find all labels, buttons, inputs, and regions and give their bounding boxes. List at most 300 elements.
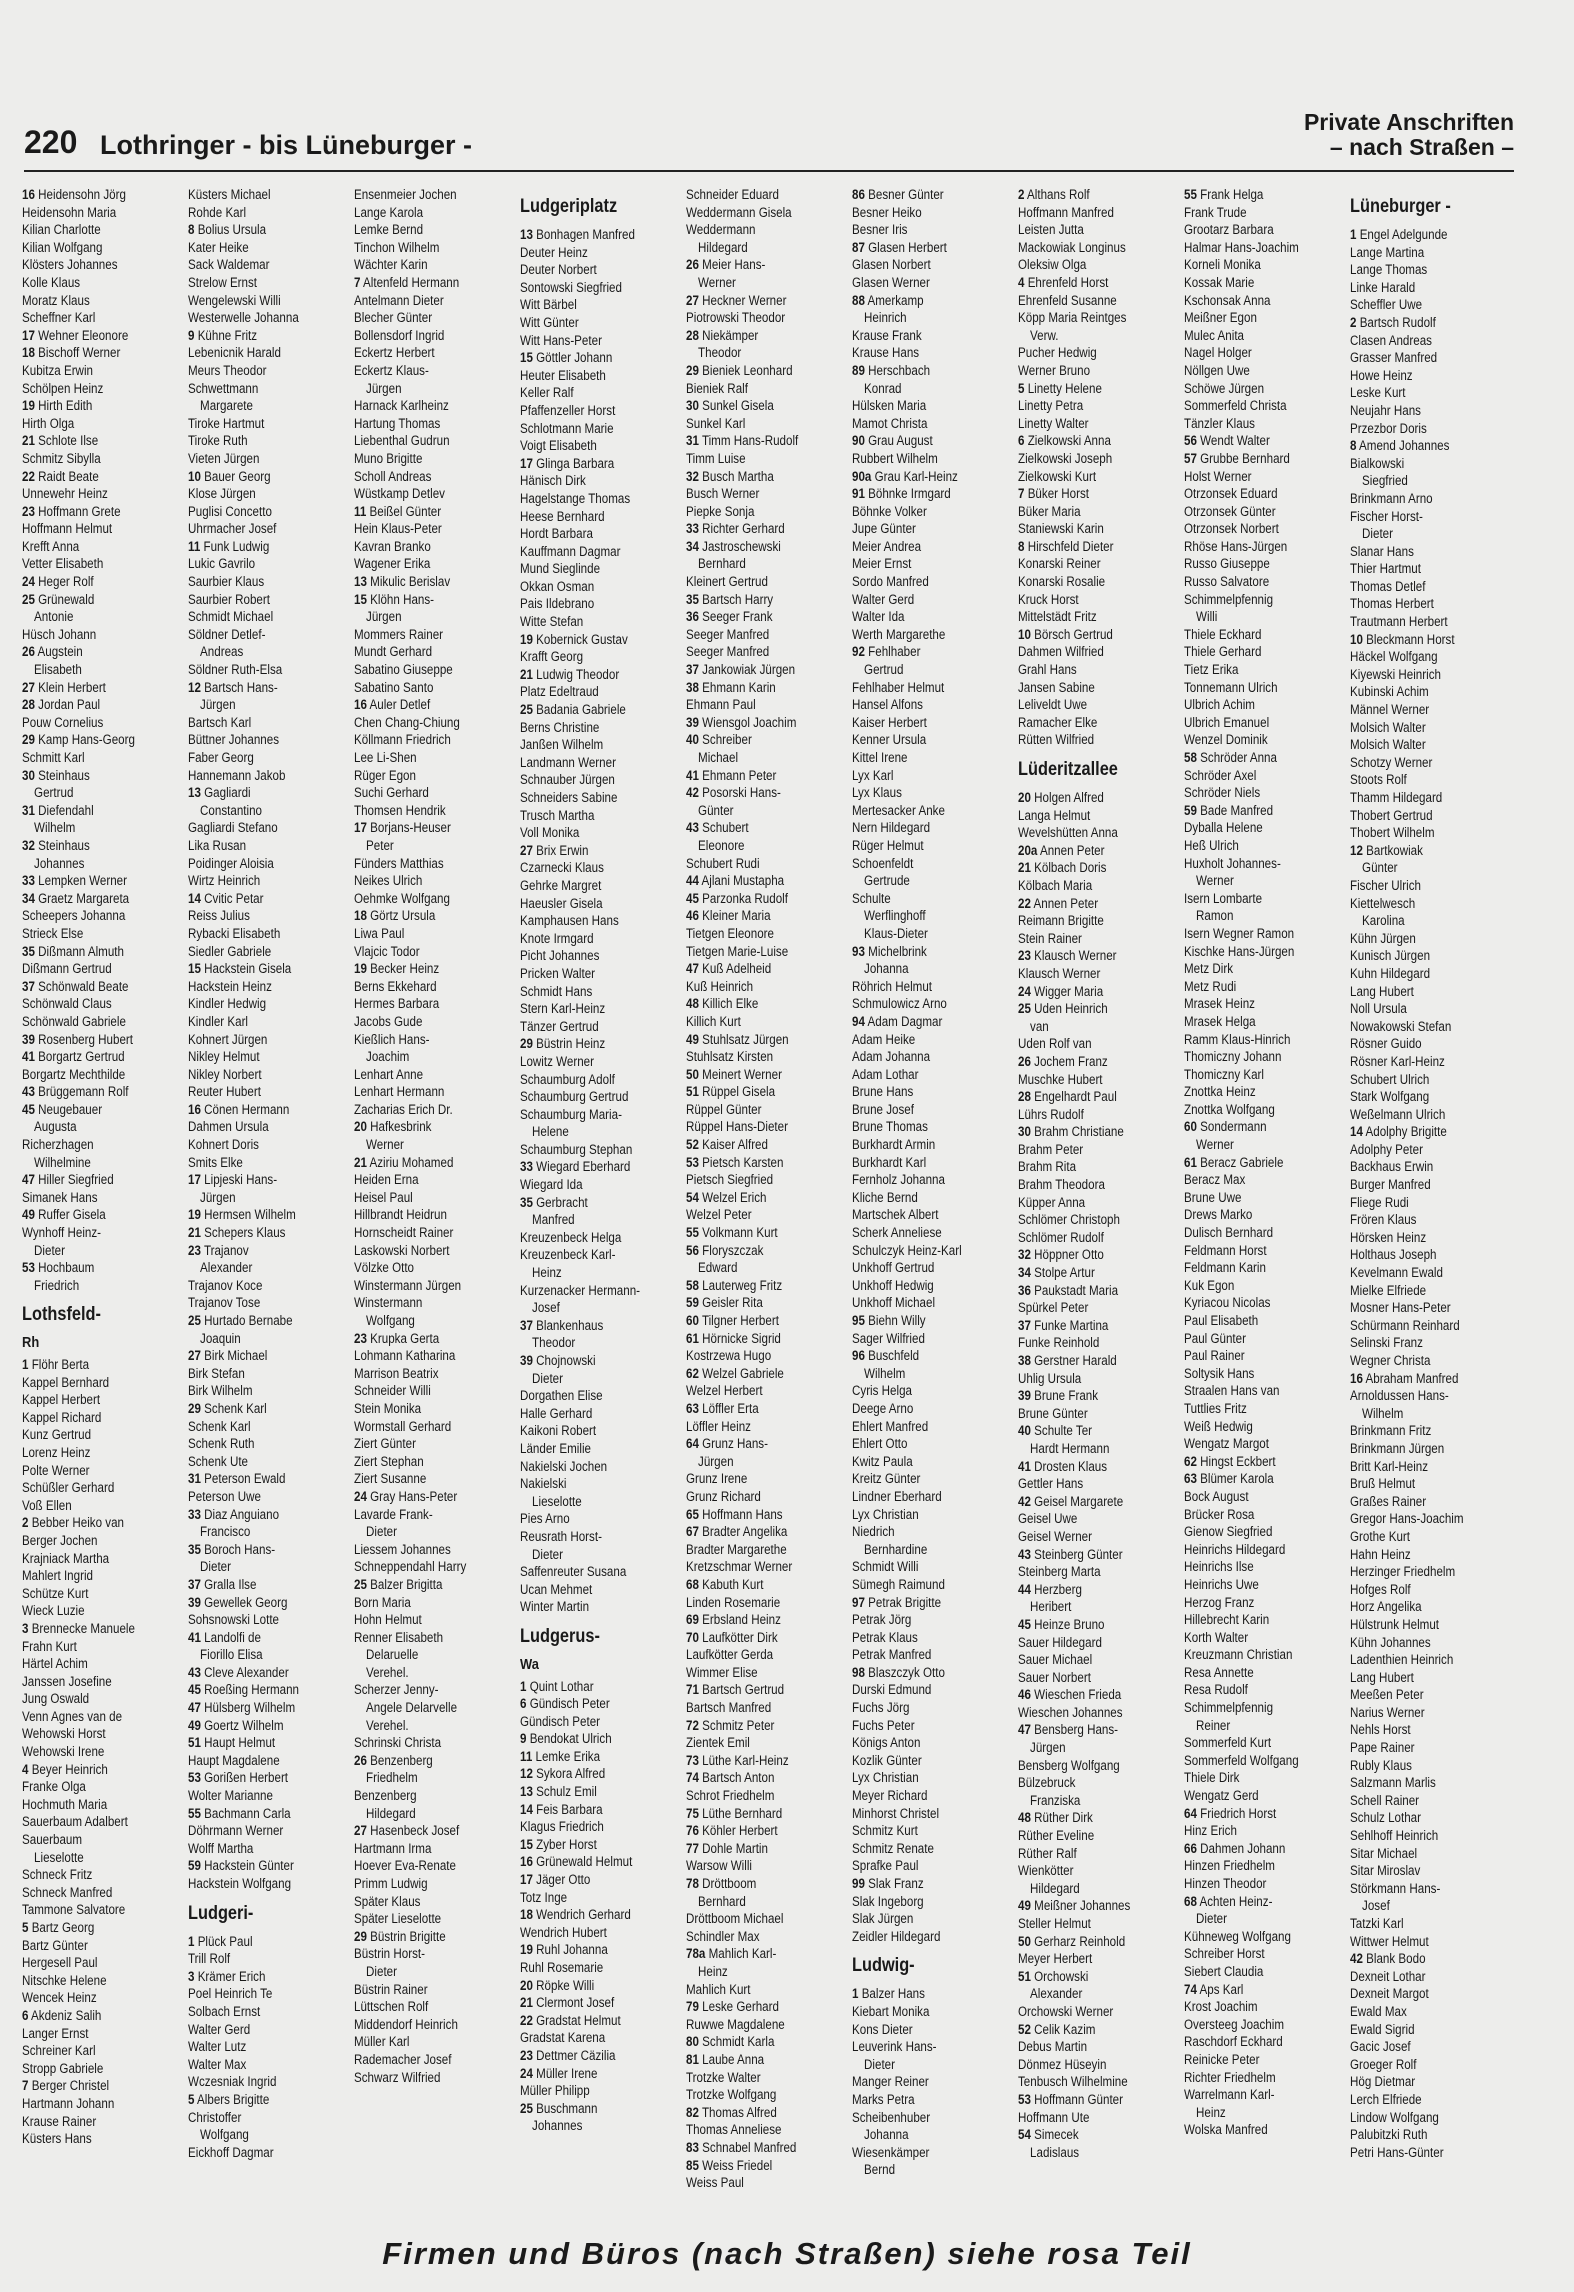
directory-entry: Vetter Elisabeth <box>22 556 104 572</box>
house-number: 22 <box>22 468 35 484</box>
directory-entry <box>686 397 822 415</box>
directory-entry: Kschonsak Anna <box>1184 292 1271 308</box>
resident-name: Thomas Alfred <box>698 2104 777 2120</box>
resident-name: Lemke Erika <box>532 1748 601 1764</box>
directory-entry: Sabatino Giuseppe <box>354 662 453 678</box>
directory-entry: Lang Hubert <box>1350 1669 1414 1685</box>
resident-name: Peterson Ewald <box>200 1471 286 1487</box>
directory-entry: Lüttschen Rolf <box>354 1999 429 2015</box>
directory-entry <box>1018 1458 1154 1476</box>
directory-entry: Antonie <box>34 609 74 625</box>
directory-entry: Killich Kurt <box>686 1013 741 1029</box>
resident-name: Lüthe Bernhard <box>698 1805 783 1821</box>
directory-entry: Krafft Georg <box>520 649 584 665</box>
directory-entry <box>686 1752 822 1770</box>
directory-entry: Ehlert Manfred <box>852 1418 929 1434</box>
directory-entry <box>520 226 656 244</box>
directory-entry <box>686 2104 822 2122</box>
directory-entry: Jupe Günter <box>852 521 916 537</box>
directory-entry: Lerch Elfriede <box>1350 2091 1422 2107</box>
house-number: 82 <box>686 2104 699 2120</box>
directory-entry <box>354 696 490 714</box>
directory-entry: Schmitz Sibylla <box>22 450 101 466</box>
house-number: 33 <box>686 521 699 537</box>
directory-entry: Arnoldussen Hans- <box>1350 1388 1449 1404</box>
directory-entry: Büstrin Horst- <box>354 1946 425 1962</box>
resident-name: Grünewald <box>34 591 95 607</box>
directory-entry: Heinrich <box>864 310 907 326</box>
resident-name: Görtz Ursula <box>366 908 436 924</box>
directory-entry <box>188 1717 324 1735</box>
directory-entry: Kliche Bernd <box>852 1189 918 1205</box>
resident-name: Beracz Gabriele <box>1196 1154 1284 1170</box>
directory-entry: Paul Rainer <box>1184 1348 1245 1364</box>
directory-entry <box>852 643 988 661</box>
directory-entry: Steller Helmut <box>1018 1916 1091 1931</box>
directory-entry: Stuhlsatz Kirsten <box>686 1049 774 1065</box>
directory-entry: Pricken Walter <box>520 965 596 981</box>
directory-entry: Nehls Horst <box>1350 1722 1411 1738</box>
directory-entry: Westerwelle Johanna <box>188 310 299 326</box>
resident-name: Blankenhaus <box>532 1317 604 1333</box>
directory-entry: Dieter <box>366 1524 398 1540</box>
house-number: 31 <box>188 1471 201 1487</box>
resident-name: Heger Rolf <box>34 574 94 590</box>
house-number: 9 <box>188 327 195 343</box>
resident-name: Sunkel Gisela <box>698 398 774 414</box>
directory-entry: Johannes <box>532 2118 583 2134</box>
directory-entry: Bollensdorf Ingrid <box>354 327 445 343</box>
directory-entry: Renner Elisabeth <box>354 1629 444 1645</box>
house-number: 60 <box>686 1313 699 1328</box>
directory-entry: Slak Jürgen <box>852 1911 914 1927</box>
resident-name: Bartsch Hans- <box>200 679 278 695</box>
directory-entry: Heiden Erna <box>354 1172 419 1188</box>
resident-name: Cleve Alexander <box>200 1664 289 1680</box>
directory-entry: Rüther Eveline <box>1018 1828 1095 1844</box>
directory-entry: Mittelstädt Fritz <box>1018 609 1097 625</box>
directory-entry: Schoenfeldt <box>852 855 914 871</box>
house-number: 68 <box>1184 1893 1197 1909</box>
directory-entry <box>686 2139 822 2157</box>
directory-entry: Richerzhagen <box>22 1137 94 1153</box>
resident-name: Löffler Erta <box>698 1400 759 1416</box>
directory-entry: Häckel Wolfgang <box>1350 649 1438 665</box>
directory-entry: Reiss Julius <box>188 908 250 924</box>
directory-entry: Röhrich Helmut <box>852 978 933 994</box>
directory-entry: Lindow Wolfgang <box>1350 2109 1439 2125</box>
directory-entry: Adam Johanna <box>852 1049 931 1065</box>
directory-entry: Dieter <box>1196 1911 1228 1927</box>
directory-entry: Kühn Johannes <box>1350 1634 1431 1650</box>
resident-name: Beyer Heinrich <box>28 1761 108 1777</box>
directory-entry: Scholl Andreas <box>354 468 432 484</box>
directory-entry: Molsich Walter <box>1350 719 1426 735</box>
directory-entry: Voigt Elisabeth <box>520 438 597 454</box>
directory-entry <box>188 1769 324 1787</box>
directory-entry: Wevelshütten Anna <box>1018 825 1118 841</box>
directory-entry <box>686 1840 822 1858</box>
house-number: 47 <box>1018 1722 1031 1738</box>
directory-entry <box>1350 314 1486 332</box>
directory-entry: Schwettmann <box>188 380 259 396</box>
directory-entry: Resa Annette <box>1184 1664 1254 1680</box>
directory-entry: Brune Josef <box>852 1101 914 1117</box>
directory-entry: Stein Monika <box>354 1400 422 1416</box>
directory-entry: Schneiders Sabine <box>520 790 618 805</box>
directory-entry: Okkan Osman <box>520 578 595 594</box>
directory-entry: Weiss Paul <box>686 2175 744 2191</box>
resident-name: Funk Ludwig <box>200 538 270 554</box>
directory-entry <box>1184 1805 1320 1823</box>
resident-name: Akdeniz Salih <box>28 2007 102 2023</box>
resident-name: Röpke Willi <box>532 1977 595 1993</box>
resident-name: Schröder Anna <box>1196 750 1277 765</box>
directory-entry: Kozlik Günter <box>852 1752 922 1768</box>
directory-entry: Thobert Gertrud <box>1350 807 1433 823</box>
directory-entry: Welzel Peter <box>686 1207 752 1223</box>
directory-entry: Piotrowski Theodor <box>686 310 786 326</box>
directory-entry: Jürgen <box>200 697 236 713</box>
resident-name: Benzenberg <box>366 1752 433 1768</box>
directory-entry <box>22 1048 158 1066</box>
directory-entry <box>686 1435 822 1453</box>
directory-entry: Kamphausen Hans <box>520 913 619 929</box>
directory-entry: Sehlhoff Heinrich <box>1350 1828 1439 1844</box>
directory-entry: Manger Reiner <box>852 2074 929 2090</box>
directory-entry: Konrad <box>864 380 902 396</box>
directory-entry <box>1018 1352 1154 1370</box>
directory-entry: Kuß Heinrich <box>686 978 754 994</box>
directory-entry <box>686 1717 822 1735</box>
directory-entry: Rösner Guido <box>1350 1036 1422 1052</box>
directory-entry: Bock August <box>1184 1488 1249 1504</box>
house-number: 87 <box>852 239 865 255</box>
directory-entry: Klausch Werner <box>1018 965 1101 981</box>
directory-entry: Kreitz Günter <box>852 1471 921 1487</box>
directory-entry: Nikley Helmut <box>188 1049 260 1065</box>
resident-name: Buschmann <box>532 2100 598 2116</box>
directory-entry <box>1018 1387 1154 1405</box>
resident-name: Schnabel Manfred <box>698 2139 797 2155</box>
house-number: 2 <box>22 1515 29 1531</box>
resident-name: Graetz Margareta <box>34 890 130 906</box>
directory-entry: Mahlich Kurt <box>686 1981 751 1997</box>
directory-entry <box>852 485 988 503</box>
directory-entry: Müller Karl <box>354 2034 410 2050</box>
resident-name: Bebber Heiko van <box>28 1515 124 1531</box>
directory-entry: Schreiber Horst <box>1184 1946 1265 1962</box>
resident-name: Achten Heinz- <box>1196 1893 1273 1909</box>
directory-entry <box>22 591 158 609</box>
directory-entry: Lee Li-Shen <box>354 750 417 765</box>
directory-entry: Schulte <box>852 890 891 906</box>
house-number: 24 <box>520 2065 533 2081</box>
directory-entry: Nakielski <box>520 1476 567 1492</box>
directory-entry: Gündisch Peter <box>520 1713 601 1729</box>
directory-entry: Müller Philipp <box>520 2083 590 2099</box>
house-number: 26 <box>354 1752 367 1768</box>
directory-entry: Linden Rosemarie <box>686 1594 781 1610</box>
directory-entry: Lindner Eberhard <box>852 1488 942 1504</box>
directory-entry: Manfred <box>532 1212 575 1228</box>
directory-entry <box>22 1259 158 1277</box>
directory-entry: Bülzebruck <box>1018 1775 1076 1791</box>
directory-column-6 <box>852 186 988 2204</box>
directory-entry <box>188 1933 324 1951</box>
directory-entry: Dulisch Bernhard <box>1184 1225 1274 1241</box>
directory-entry: Küsters Hans <box>22 2131 92 2147</box>
resident-name: Auler Detlef <box>366 697 431 713</box>
house-number: 69 <box>686 1612 699 1628</box>
directory-entry: Wehowski Irene <box>22 1744 105 1760</box>
resident-name: Schmitz Peter <box>698 1717 775 1733</box>
directory-entry: Klose Jürgen <box>188 486 256 502</box>
house-number: 81 <box>686 2051 699 2067</box>
directory-entry: Mamot Christa <box>852 415 928 431</box>
directory-entry: Znottka Heinz <box>1184 1084 1256 1100</box>
directory-entry <box>686 1189 822 1207</box>
directory-entry: Thomas Anneliese <box>686 2122 782 2138</box>
resident-name: Brahm Christiane <box>1030 1124 1124 1140</box>
directory-entry: Noll Ursula <box>1350 1001 1407 1017</box>
resident-name: Raidt Beate <box>34 468 99 484</box>
directory-entry: Wilhelmine <box>34 1154 91 1170</box>
directory-entry: Wüstkamp Detlev <box>354 486 445 502</box>
directory-entry <box>686 608 822 626</box>
directory-entry: Köpp Maria Reintges <box>1018 310 1127 326</box>
directory-entry: Weßelmann Ulrich <box>1350 1106 1446 1122</box>
house-number: 26 <box>22 644 35 660</box>
directory-entry <box>1018 538 1154 556</box>
directory-entry: Scheepers Johanna <box>22 908 126 924</box>
resident-name: Dahmen Johann <box>1196 1840 1286 1856</box>
directory-entry: Lebenicnik Harald <box>188 345 281 361</box>
directory-entry <box>520 1871 656 1889</box>
directory-entry: Grothe Kurt <box>1350 1528 1411 1544</box>
section-title <box>1304 110 1514 160</box>
directory-entry: Thomas Detlef <box>1350 578 1426 594</box>
directory-entry <box>188 1629 324 1647</box>
house-number: 55 <box>1184 187 1197 202</box>
directory-entry: Laufkötter Gerda <box>686 1647 774 1663</box>
house-number: 32 <box>686 468 699 484</box>
directory-entry: Wegner Christa <box>1350 1353 1431 1368</box>
directory-entry: Konarski Reiner <box>1018 556 1101 572</box>
directory-entry: Tatzki Karl <box>1350 1916 1404 1931</box>
house-number: 43 <box>22 1084 35 1100</box>
directory-entry: Schneck Manfred <box>22 1884 113 1900</box>
directory-entry <box>1350 1950 1486 1968</box>
directory-entry: Hoever Eva-Renate <box>354 1858 456 1874</box>
house-number: 44 <box>1018 1581 1031 1597</box>
directory-entry: Deuter Norbert <box>520 262 597 278</box>
directory-column-7 <box>1018 186 1154 2204</box>
directory-entry <box>686 1154 822 1172</box>
directory-entry: Fünders Matthias <box>354 855 444 871</box>
directory-entry <box>1018 1422 1154 1440</box>
house-number: 21 <box>188 1225 201 1241</box>
house-number: 21 <box>354 1154 367 1170</box>
directory-entry <box>1184 802 1320 820</box>
house-number: 16 <box>520 1854 533 1870</box>
directory-entry: Kühn Jürgen <box>1350 930 1416 946</box>
directory-entry <box>520 1977 656 1995</box>
directory-entry <box>520 1695 656 1713</box>
directory-entry: Rybacki Elisabeth <box>188 925 281 941</box>
directory-entry: Berns Ekkehard <box>354 978 437 994</box>
directory-entry: Schönwald Gabriele <box>22 1013 126 1029</box>
directory-entry <box>1184 749 1320 767</box>
directory-entry: Rüger Egon <box>354 767 416 783</box>
resident-name: Stolpe Artur <box>1030 1265 1095 1281</box>
directory-entry <box>686 1066 822 1084</box>
directory-entry: Lukic Gavrilo <box>188 556 256 572</box>
directory-entry: Cyris Helga <box>852 1383 913 1399</box>
house-number: 58 <box>1184 750 1197 765</box>
resident-name: Lempken Werner <box>34 873 128 889</box>
resident-name: Jordan Paul <box>34 697 101 713</box>
resident-name: Bleckmann Horst <box>1362 631 1455 647</box>
directory-entry: Thomas Herbert <box>1350 596 1434 612</box>
directory-entry: Wiesenkämper <box>852 2144 930 2160</box>
directory-entry <box>354 1822 490 1840</box>
directory-entry: Pfaffenzeller Horst <box>520 402 616 418</box>
directory-entry: Ramm Klaus-Hinrich <box>1184 1031 1291 1047</box>
directory-entry: Hornscheidt Rainer <box>354 1225 454 1241</box>
resident-name: Schmidt Karla <box>698 2034 775 2050</box>
resident-name: Jochem Franz <box>1030 1053 1108 1069</box>
directory-entry <box>354 907 490 925</box>
directory-entry <box>1018 626 1154 644</box>
house-number: 13 <box>520 227 533 242</box>
directory-entry: Oehmke Wolfgang <box>354 890 450 906</box>
directory-entry: Jürgen <box>366 380 402 396</box>
house-number: 98 <box>852 1664 865 1680</box>
directory-entry: Slak Ingeborg <box>852 1893 924 1909</box>
directory-entry: Rademacher Josef <box>354 2051 452 2067</box>
directory-entry: Trotzke Walter <box>686 2069 761 2085</box>
house-number: 1 <box>22 1357 29 1372</box>
directory-entry <box>686 731 822 749</box>
directory-entry <box>354 819 490 837</box>
house-number: 39 <box>1018 1388 1031 1404</box>
directory-entry: Mackowiak Longinus <box>1018 239 1126 255</box>
directory-entry: Liessem Johannes <box>354 1541 451 1557</box>
house-number: 18 <box>520 1907 533 1923</box>
directory-entry: Ziert Stephan <box>354 1453 424 1469</box>
resident-name: Göttler Johann <box>532 350 613 366</box>
house-number: 89 <box>852 362 865 378</box>
resident-name: Bartsch Anton <box>698 1770 775 1786</box>
directory-entry: Jürgen <box>1030 1740 1066 1756</box>
directory-entry: Dahmen Wilfried <box>1018 644 1104 660</box>
directory-entry: Marks Petra <box>852 2091 915 2107</box>
directory-entry: Polte Werner <box>22 1462 90 1478</box>
directory-entry: Hartung Thomas <box>354 415 441 431</box>
directory-entry: Schwarz Wilfried <box>354 2069 441 2085</box>
directory-entry: Janssen Josefine <box>22 1673 112 1689</box>
directory-entry: Wynhoff Heinz- <box>22 1225 102 1241</box>
directory-entry <box>686 1681 822 1699</box>
resident-name: Bolius Ursula <box>194 222 267 238</box>
directory-entry: Scherzer Jenny- <box>354 1682 439 1698</box>
directory-entry: Ruhl Rosemarie <box>520 1960 604 1975</box>
resident-name: Plück Paul <box>194 1933 253 1949</box>
directory-entry <box>1018 789 1154 807</box>
directory-entry: Harnack Karlheinz <box>354 398 449 414</box>
resident-name: Bieniek Leonhard <box>698 362 793 378</box>
directory-entry <box>852 362 988 380</box>
directory-entry: Korth Walter <box>1184 1629 1249 1645</box>
directory-entry: Mertesacker Anke <box>852 802 945 818</box>
directory-entry: Nagel Holger <box>1184 345 1252 361</box>
directory-entry: Resa Rudolf <box>1184 1682 1248 1698</box>
resident-name: Leske Gerhard <box>698 1999 779 2015</box>
house-number: 33 <box>520 1159 533 1175</box>
directory-entry: Przezbor Doris <box>1350 420 1427 436</box>
directory-entry: Kreuzenbeck Helga <box>520 1229 622 1245</box>
house-number: 95 <box>852 1313 865 1328</box>
resident-name: Bartsch Harry <box>698 591 774 607</box>
directory-entry: Schöwe Jürgen <box>1184 380 1265 396</box>
directory-entry: Meyer Richard <box>852 1788 928 1804</box>
directory-entry: Stein Rainer <box>1018 930 1082 946</box>
resident-name: Uden Heinrich <box>1030 1001 1108 1017</box>
directory-entry <box>520 666 656 684</box>
directory-entry: Werner <box>1196 1137 1234 1153</box>
directory-entry: Hartmann Irma <box>354 1840 432 1856</box>
resident-name: Hörnicke Sigrid <box>698 1330 781 1346</box>
resident-name: Gray Hans-Peter <box>366 1488 458 1504</box>
directory-entry: Tiroke Ruth <box>188 433 248 449</box>
directory-entry: Sohsnowski Lotte <box>188 1612 279 1628</box>
directory-entry: Kaikoni Robert <box>520 1423 597 1439</box>
directory-entry: Ruwwe Magdalene <box>686 2016 785 2032</box>
directory-entry: Nitschke Helene <box>22 1972 107 1988</box>
directory-entry: Dahmen Ursula <box>188 1119 269 1135</box>
resident-name: Dettmer Cäzilia <box>532 2047 616 2063</box>
directory-entry: Borgartz Mechthilde <box>22 1066 126 1082</box>
directory-entry: Theodor <box>698 345 742 361</box>
directory-entry: Hirth Olga <box>22 415 75 431</box>
directory-entry: Niedrich <box>852 1524 895 1540</box>
directory-entry: Drews Marko <box>1184 1207 1253 1223</box>
resident-name: Hülsberg Wilhelm <box>200 1700 296 1716</box>
directory-entry <box>188 1664 324 1682</box>
directory-entry <box>188 468 324 486</box>
resident-name: Brune Frank <box>1030 1388 1099 1404</box>
resident-name: Ehmann Peter <box>698 767 777 783</box>
house-number: 51 <box>188 1735 201 1751</box>
directory-entry: Martschek Albert <box>852 1207 939 1223</box>
house-number: 75 <box>686 1805 699 1821</box>
directory-entry <box>188 2091 324 2109</box>
directory-entry: Grunz Irene <box>686 1471 748 1487</box>
resident-name: Cönen Hermann <box>200 1101 290 1117</box>
directory-entry <box>520 2100 656 2118</box>
directory-entry: Saurbier Klaus <box>188 574 265 590</box>
house-number: 23 <box>354 1330 367 1346</box>
resident-name: Klausch Werner <box>1030 948 1117 964</box>
directory-entry: Schindler Max <box>686 1928 760 1944</box>
directory-entry: Brune Günter <box>1018 1405 1088 1421</box>
directory-entry: Dißmann Gertrud <box>22 961 112 977</box>
house-number: 57 <box>1184 450 1197 466</box>
resident-name: Seeger Frank <box>698 609 773 625</box>
house-number: 66 <box>1184 1840 1197 1856</box>
directory-entry: Franziska <box>1030 1792 1081 1808</box>
